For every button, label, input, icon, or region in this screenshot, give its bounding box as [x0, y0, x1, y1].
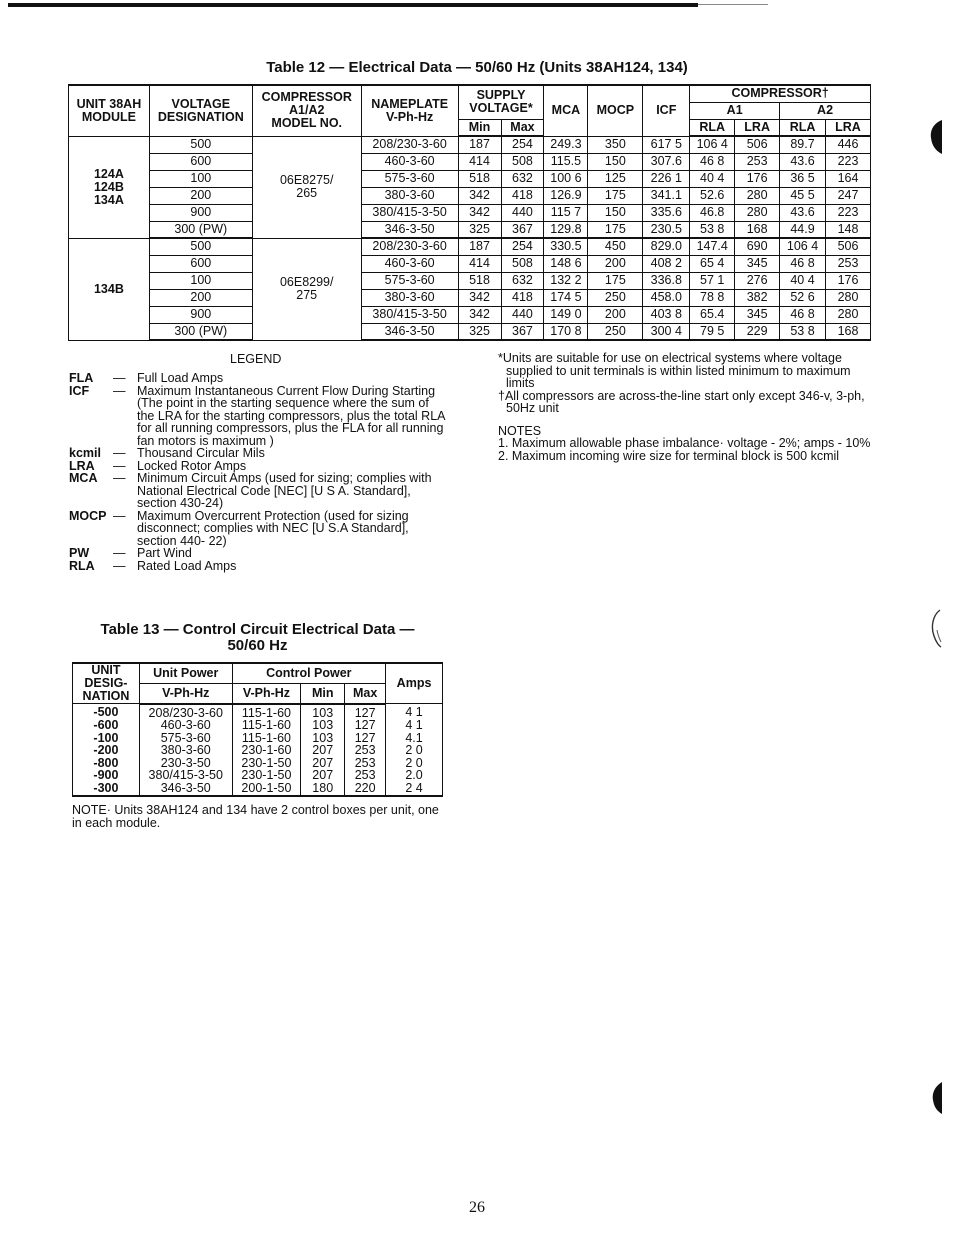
legend-abbr: FLA: [69, 371, 94, 385]
control-max-cell: 253: [345, 744, 386, 757]
legend-abbr: MCA: [69, 471, 98, 485]
header-icf: ICF: [643, 85, 690, 136]
a1-lra-cell: 280: [735, 204, 780, 221]
control-min-cell: 103: [301, 719, 345, 732]
module-cell: 134B: [69, 238, 150, 340]
mocp-cell: 175: [588, 187, 643, 204]
unit-designation-cell: -100: [73, 732, 140, 745]
control-power-cell: 200-1-50: [232, 782, 301, 797]
mocp-cell: 450: [588, 238, 643, 255]
control-min-cell: 103: [301, 704, 345, 720]
note-item: 2. Maximum incoming wire size for terminal block is 500 kcmil: [498, 448, 840, 463]
legend-definition: Maximum Instantaneous Current Flow During Starting (The point in the starting sequence where the sum of the LRA for the starting compressors, plus the total RLA for all running compressors, plus the FLA for all running fan motors is maximum ): [137, 383, 445, 448]
mca-cell: 330.5: [544, 238, 588, 255]
a2-rla-cell: 106 4: [780, 238, 826, 255]
control-max-cell: 220: [345, 782, 386, 797]
a2-lra-cell: 223: [825, 153, 870, 170]
control-min-cell: 180: [301, 782, 345, 797]
nameplate-cell: 208/230-3-60: [361, 136, 458, 153]
notes-block: [498, 352, 878, 462]
legend-definition: Rated Load Amps: [137, 558, 237, 573]
icf-cell: 458.0: [643, 289, 690, 306]
header-control-vphhz: V-Ph-Hz: [232, 683, 301, 703]
binding-hole-mark-icon: [928, 120, 942, 154]
page-number: 26: [469, 1199, 485, 1216]
amps-cell: 4.1: [386, 732, 443, 745]
control-power-cell: 230-1-50: [232, 769, 301, 782]
unit-designation-cell: -500: [73, 704, 140, 720]
legend-item: [69, 560, 449, 573]
a1-rla-cell: 147.4: [690, 238, 735, 255]
header-supply-voltage: SUPPLY VOLTAGE*: [458, 85, 544, 119]
a1-rla-cell: 79 5: [690, 323, 735, 340]
icf-cell: 307.6: [643, 153, 690, 170]
header-compressor-model: COMPRESSOR A1/A2 MODEL NO.: [252, 85, 361, 136]
control-min-cell: 207: [301, 757, 345, 770]
nameplate-cell: 380/415-3-50: [361, 204, 458, 221]
a2-rla-cell: 52 6: [780, 289, 826, 306]
control-min-cell: 207: [301, 744, 345, 757]
legend-abbr: PW: [69, 546, 90, 560]
supply-max-cell: 367: [501, 323, 544, 340]
mca-cell: 100 6: [544, 170, 588, 187]
nameplate-cell: 208/230-3-60: [361, 238, 458, 255]
supply-max-cell: 254: [501, 238, 544, 255]
mocp-cell: 175: [588, 272, 643, 289]
legend-definition: Locked Rotor Amps: [137, 458, 247, 473]
control-max-cell: 127: [345, 719, 386, 732]
amps-cell: 2 4: [386, 782, 443, 797]
supply-max-cell: 440: [501, 306, 544, 323]
table-row: [69, 289, 871, 306]
unit-power-cell: 208/230-3-60: [139, 704, 232, 720]
notes-heading: NOTES: [498, 423, 542, 438]
legend-abbr: RLA: [69, 558, 95, 573]
table13-title-line2: 50/60 Hz: [227, 637, 288, 654]
supply-max-cell: 632: [501, 170, 544, 187]
header-a2: A2: [780, 102, 871, 119]
amps-cell: 2 0: [386, 744, 443, 757]
top-rule: [8, 3, 698, 7]
unit-designation-cell: -200: [73, 744, 140, 757]
legend-dash: —: [113, 458, 126, 473]
voltage-cell: 500: [149, 136, 252, 153]
supply-min-cell: 342: [458, 187, 501, 204]
control-power-cell: 115-1-60: [232, 704, 301, 720]
mocp-cell: 250: [588, 323, 643, 340]
table-row: [69, 170, 871, 187]
table13-control-circuit: [72, 662, 443, 797]
legend-dash: —: [113, 383, 126, 398]
legend-item: [69, 372, 449, 385]
legend-title: LEGEND: [230, 352, 282, 366]
supply-min-cell: 518: [458, 170, 501, 187]
mocp-cell: 250: [588, 289, 643, 306]
top-rule-thin: [698, 4, 768, 5]
a1-lra-cell: 176: [735, 170, 780, 187]
header-a1-rla: RLA: [690, 119, 735, 136]
a2-rla-cell: 44.9: [780, 221, 826, 238]
legend-dash: —: [113, 558, 126, 573]
table13-body: [73, 704, 443, 797]
unit-designation-cell: -300: [73, 782, 140, 797]
voltage-cell: 900: [149, 204, 252, 221]
voltage-cell: 200: [149, 289, 252, 306]
legend-abbr: LRA: [69, 458, 95, 473]
a2-lra-cell: 176: [825, 272, 870, 289]
voltage-cell: 300 (PW): [149, 323, 252, 340]
compressor-model-cell: 06E8275/ 265: [252, 136, 361, 238]
a1-lra-cell: 382: [735, 289, 780, 306]
a1-rla-cell: 40 4: [690, 170, 735, 187]
legend-dash: —: [113, 371, 126, 385]
a2-rla-cell: 53 8: [780, 323, 826, 340]
a1-lra-cell: 345: [735, 306, 780, 323]
mca-cell: 132 2: [544, 272, 588, 289]
mocp-cell: 150: [588, 153, 643, 170]
a2-lra-cell: 280: [825, 306, 870, 323]
table-row: [69, 306, 871, 323]
supply-min-cell: 187: [458, 136, 501, 153]
a2-rla-cell: 46 8: [780, 306, 826, 323]
mocp-cell: 150: [588, 204, 643, 221]
a1-lra-cell: 253: [735, 153, 780, 170]
a2-rla-cell: 46 8: [780, 255, 826, 272]
supply-min-cell: 414: [458, 255, 501, 272]
table-row: [73, 744, 443, 757]
nameplate-cell: 380-3-60: [361, 187, 458, 204]
table-row: [73, 769, 443, 782]
a1-rla-cell: 106 4: [690, 136, 735, 153]
amps-cell: 2 0: [386, 757, 443, 770]
header-unit-power: Unit Power: [139, 663, 232, 683]
supply-max-cell: 418: [501, 289, 544, 306]
header-max: Max: [501, 119, 544, 136]
a2-lra-cell: 253: [825, 255, 870, 272]
voltage-cell: 600: [149, 153, 252, 170]
header-control-min: Min: [301, 683, 345, 703]
unit-power-cell: 460-3-60: [139, 719, 232, 732]
supply-min-cell: 518: [458, 272, 501, 289]
mca-cell: 149 0: [544, 306, 588, 323]
a1-rla-cell: 46 8: [690, 153, 735, 170]
table-row: [69, 204, 871, 221]
legend: [69, 372, 449, 572]
icf-cell: 403 8: [643, 306, 690, 323]
unit-designation-cell: -900: [73, 769, 140, 782]
control-power-cell: 115-1-60: [232, 732, 301, 745]
nameplate-cell: 380-3-60: [361, 289, 458, 306]
table-row: [69, 238, 871, 255]
supply-min-cell: 342: [458, 289, 501, 306]
legend-dash: —: [113, 546, 126, 560]
a1-rla-cell: 46.8: [690, 204, 735, 221]
a2-rla-cell: 89.7: [780, 136, 826, 153]
legend-abbr: MOCP: [69, 508, 107, 523]
supply-max-cell: 440: [501, 204, 544, 221]
table-row: [69, 187, 871, 204]
module-cell: 124A 124B 134A: [69, 136, 150, 238]
binding-hole-mark-icon: [928, 608, 942, 648]
supply-max-cell: 632: [501, 272, 544, 289]
table12-title: Table 12 — Electrical Data — 50/60 Hz (Units 38AH124, 134): [266, 59, 688, 76]
table-row: [69, 153, 871, 170]
mocp-cell: 125: [588, 170, 643, 187]
a2-lra-cell: 148: [825, 221, 870, 238]
a1-lra-cell: 168: [735, 221, 780, 238]
header-mocp: MOCP: [588, 85, 643, 136]
legend-item: [69, 447, 449, 460]
supply-max-cell: 367: [501, 221, 544, 238]
icf-cell: 408 2: [643, 255, 690, 272]
control-power-cell: 230-1-50: [232, 757, 301, 770]
header-mca: MCA: [544, 85, 588, 136]
control-power-cell: 230-1-60: [232, 744, 301, 757]
amps-cell: 4 1: [386, 704, 443, 720]
nameplate-cell: 575-3-60: [361, 272, 458, 289]
header-a2-lra: LRA: [825, 119, 870, 136]
a2-lra-cell: 280: [825, 289, 870, 306]
nameplate-cell: 346-3-50: [361, 221, 458, 238]
header-unit: UNIT 38AH MODULE: [69, 85, 150, 136]
legend-dash: —: [113, 508, 126, 523]
mca-cell: 170 8: [544, 323, 588, 340]
icf-cell: 335.6: [643, 204, 690, 221]
a1-lra-cell: 280: [735, 187, 780, 204]
control-max-cell: 253: [345, 757, 386, 770]
table-row: [73, 704, 443, 720]
legend-abbr: kcmil: [69, 446, 101, 460]
supply-min-cell: 414: [458, 153, 501, 170]
header-a2-rla: RLA: [780, 119, 826, 136]
a1-rla-cell: 53 8: [690, 221, 735, 238]
a2-rla-cell: 36 5: [780, 170, 826, 187]
icf-cell: 336.8: [643, 272, 690, 289]
mca-cell: 129.8: [544, 221, 588, 238]
table-row: [73, 719, 443, 732]
icf-cell: 230.5: [643, 221, 690, 238]
legend-definition: Maximum Overcurrent Protection (used for sizing disconnect; complies with NEC [U S.A Standard], section 440- 22): [137, 508, 409, 548]
nameplate-cell: 380/415-3-50: [361, 306, 458, 323]
header-unit-designation: UNIT DESIG- NATION: [73, 663, 140, 704]
a1-rla-cell: 65.4: [690, 306, 735, 323]
table12-body: [69, 136, 871, 340]
a2-lra-cell: 247: [825, 187, 870, 204]
legend-item: [69, 385, 449, 448]
nameplate-cell: 460-3-60: [361, 153, 458, 170]
compressor-model-cell: 06E8299/ 275: [252, 238, 361, 340]
unit-power-cell: 380/415-3-50: [139, 769, 232, 782]
a2-lra-cell: 446: [825, 136, 870, 153]
voltage-cell: 100: [149, 272, 252, 289]
unit-power-cell: 346-3-50: [139, 782, 232, 797]
a1-rla-cell: 52.6: [690, 187, 735, 204]
nameplate-cell: 346-3-50: [361, 323, 458, 340]
mca-cell: 174 5: [544, 289, 588, 306]
header-amps: Amps: [386, 663, 443, 704]
nameplate-cell: 460-3-60: [361, 255, 458, 272]
header-min: Min: [458, 119, 501, 136]
table13-note: NOTE· Units 38AH124 and 134 have 2 control boxes per unit, one in each module.: [72, 803, 439, 830]
amps-cell: 4 1: [386, 719, 443, 732]
voltage-cell: 200: [149, 187, 252, 204]
legend-abbr: ICF: [69, 383, 90, 398]
table-row: [69, 323, 871, 340]
mocp-cell: 200: [588, 306, 643, 323]
a1-rla-cell: 57 1: [690, 272, 735, 289]
legend-definition: Part Wind: [137, 546, 192, 560]
table-row: [69, 255, 871, 272]
mca-cell: 148 6: [544, 255, 588, 272]
table13-title-line1: Table 13 — Control Circuit Electrical Data —: [100, 621, 415, 638]
icf-cell: 617 5: [643, 136, 690, 153]
header-control-power: Control Power: [232, 663, 386, 683]
a1-lra-cell: 345: [735, 255, 780, 272]
mocp-cell: 350: [588, 136, 643, 153]
mocp-cell: 200: [588, 255, 643, 272]
voltage-cell: 100: [149, 170, 252, 187]
legend-dash: —: [113, 471, 126, 485]
voltage-cell: 900: [149, 306, 252, 323]
control-min-cell: 207: [301, 769, 345, 782]
legend-definition: Full Load Amps: [137, 371, 224, 385]
unit-designation-cell: -800: [73, 757, 140, 770]
a2-rla-cell: 43.6: [780, 204, 826, 221]
header-nameplate: NAMEPLATE V-Ph-Hz: [361, 85, 458, 136]
legend-dash: —: [113, 446, 126, 460]
voltage-cell: 600: [149, 255, 252, 272]
supply-min-cell: 187: [458, 238, 501, 255]
header-a1: A1: [690, 102, 780, 119]
header-unit-vphhz: V-Ph-Hz: [139, 683, 232, 703]
a1-rla-cell: 65 4: [690, 255, 735, 272]
supply-max-cell: 508: [501, 255, 544, 272]
control-max-cell: 127: [345, 704, 386, 720]
mca-cell: 115 7: [544, 204, 588, 221]
unit-designation-cell: -600: [73, 719, 140, 732]
icf-cell: 829.0: [643, 238, 690, 255]
header-control-max: Max: [345, 683, 386, 703]
note-item: 1. Maximum allowable phase imbalance· voltage - 2%; amps - 10%: [498, 436, 871, 450]
a2-lra-cell: 506: [825, 238, 870, 255]
a1-lra-cell: 690: [735, 238, 780, 255]
legend-item: [69, 472, 449, 510]
legend-item: [69, 547, 449, 560]
control-max-cell: 253: [345, 769, 386, 782]
table12-electrical-data: [68, 84, 871, 341]
supply-max-cell: 418: [501, 187, 544, 204]
unit-power-cell: 230-3-50: [139, 757, 232, 770]
supply-min-cell: 325: [458, 323, 501, 340]
footnote-star: *Units are suitable for use on electrical systems where voltage supplied to unit terminals is within listed minimum to maximum limits: [498, 351, 851, 390]
table-row: [69, 136, 871, 153]
header-compressor-group: COMPRESSOR†: [690, 85, 871, 102]
a1-rla-cell: 78 8: [690, 289, 735, 306]
icf-cell: 300 4: [643, 323, 690, 340]
supply-min-cell: 342: [458, 204, 501, 221]
table13-title: [70, 622, 445, 654]
legend-item: [69, 510, 449, 548]
legend-definition: Thousand Circular Mils: [137, 446, 265, 460]
a2-rla-cell: 40 4: [780, 272, 826, 289]
mca-cell: 249.3: [544, 136, 588, 153]
control-power-cell: 115-1-60: [232, 719, 301, 732]
table-row: [73, 782, 443, 797]
voltage-cell: 500: [149, 238, 252, 255]
header-voltage: VOLTAGE DESIGNATION: [149, 85, 252, 136]
a2-rla-cell: 45 5: [780, 187, 826, 204]
a2-lra-cell: 223: [825, 204, 870, 221]
amps-cell: 2.0: [386, 769, 443, 782]
supply-max-cell: 254: [501, 136, 544, 153]
a2-lra-cell: 164: [825, 170, 870, 187]
control-min-cell: 103: [301, 732, 345, 745]
a1-lra-cell: 229: [735, 323, 780, 340]
voltage-cell: 300 (PW): [149, 221, 252, 238]
unit-power-cell: 575-3-60: [139, 732, 232, 745]
a2-rla-cell: 43.6: [780, 153, 826, 170]
nameplate-cell: 575-3-60: [361, 170, 458, 187]
footnote-dagger: †All compressors are across-the-line start only except 346-v, 3-ph, 50Hz unit: [498, 388, 865, 415]
header-a1-lra: LRA: [735, 119, 780, 136]
table-row: [69, 272, 871, 289]
mocp-cell: 175: [588, 221, 643, 238]
unit-power-cell: 380-3-60: [139, 744, 232, 757]
supply-min-cell: 342: [458, 306, 501, 323]
mca-cell: 115.5: [544, 153, 588, 170]
binding-hole-mark-icon: [930, 1082, 942, 1114]
control-max-cell: 127: [345, 732, 386, 745]
icf-cell: 341.1: [643, 187, 690, 204]
supply-min-cell: 325: [458, 221, 501, 238]
table-row: [69, 221, 871, 238]
supply-max-cell: 508: [501, 153, 544, 170]
legend-definition: Minimum Circuit Amps (used for sizing; complies with National Electrical Code [NEC] [U S A. Standard], section 430-24): [137, 471, 432, 510]
a1-lra-cell: 506: [735, 136, 780, 153]
a1-lra-cell: 276: [735, 272, 780, 289]
mca-cell: 126.9: [544, 187, 588, 204]
a2-lra-cell: 168: [825, 323, 870, 340]
icf-cell: 226 1: [643, 170, 690, 187]
